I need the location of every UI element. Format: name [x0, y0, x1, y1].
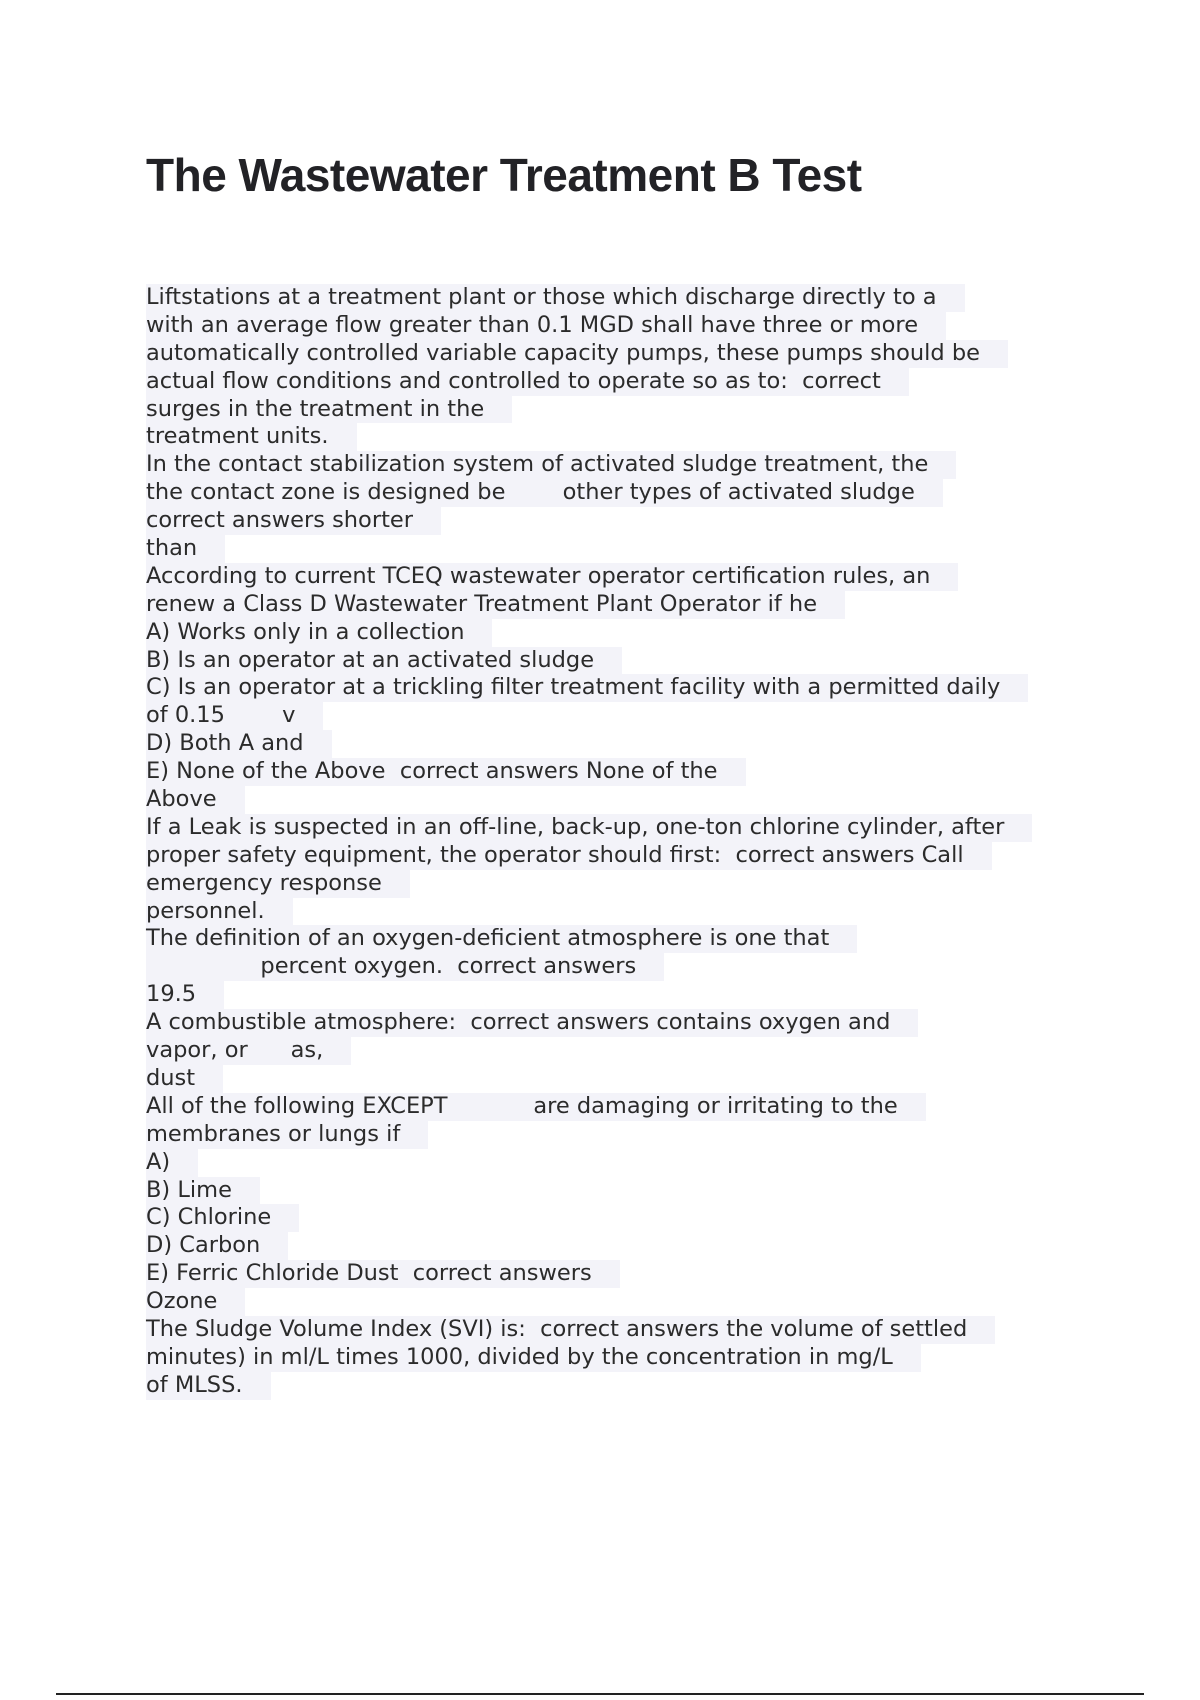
text-line [146, 396, 1086, 424]
text-line-content: All of the following EXCEPT are damaging or irritating to the [146, 1093, 926, 1121]
text-line [146, 340, 1086, 368]
text-line-content: The Sludge Volume Index (SVI) is: correct answers the volume of settled [146, 1316, 995, 1344]
text-line-content: surges in the treatment in the [146, 396, 512, 424]
text-line [146, 786, 1086, 814]
text-line-content: A) Works only in a collection [146, 619, 492, 647]
text-line-content: E) Ferric Chloride Dust correct answers [146, 1260, 620, 1288]
text-line [146, 814, 1086, 842]
text-line [146, 953, 1086, 981]
text-line [146, 1037, 1086, 1065]
text-line [146, 1372, 1086, 1400]
text-line [146, 423, 1086, 451]
text-line [146, 368, 1086, 396]
text-line [146, 870, 1086, 898]
text-line [146, 758, 1086, 786]
text-line-content: dust [146, 1065, 223, 1093]
text-line [146, 535, 1086, 563]
text-line-content: of MLSS. [146, 1372, 271, 1400]
text-line [146, 451, 1086, 479]
text-line [146, 1009, 1086, 1037]
text-line-content: C) Chlorine [146, 1204, 299, 1232]
text-line [146, 1232, 1086, 1260]
text-line-content: E) None of the Above correct answers None of the [146, 758, 746, 786]
text-line-content: minutes) in ml/L times 1000, divided by the concentration in mg/L [146, 1344, 921, 1372]
text-line [146, 563, 1086, 591]
text-line [146, 1093, 1086, 1121]
text-line-content: C) Is an operator at a trickling filter treatment facility with a permitted daily [146, 674, 1028, 702]
body-text [146, 284, 1086, 1400]
text-line [146, 674, 1086, 702]
text-line-content: Above [146, 786, 245, 814]
text-line [146, 1260, 1086, 1288]
text-line-content: According to current TCEQ wastewater operator certification rules, an [146, 563, 958, 591]
text-line-content: percent oxygen. correct answers [146, 953, 664, 981]
text-line-content: D) Both A and [146, 730, 332, 758]
text-line [146, 647, 1086, 675]
text-line [146, 1121, 1086, 1149]
text-line [146, 591, 1086, 619]
text-line-content: B) Lime [146, 1177, 260, 1205]
text-line [146, 981, 1086, 1009]
page-title: The Wastewater Treatment B Test [146, 149, 862, 201]
text-line [146, 925, 1086, 953]
text-line [146, 1065, 1086, 1093]
text-line-content: renew a Class D Wastewater Treatment Plant Operator if he [146, 591, 845, 619]
text-line [146, 1204, 1086, 1232]
text-line-content: than [146, 535, 225, 563]
text-line [146, 479, 1086, 507]
text-line-content: Liftstations at a treatment plant or those which discharge directly to a [146, 284, 965, 312]
text-line [146, 1316, 1086, 1344]
text-line-content: the contact zone is designed be other types of activated sludge [146, 479, 943, 507]
text-line [146, 312, 1086, 340]
text-line-content: B) Is an operator at an activated sludge [146, 647, 622, 675]
text-line-content: membranes or lungs if [146, 1121, 428, 1149]
footer-divider [56, 1693, 1144, 1695]
text-line [146, 284, 1086, 312]
text-line-content: emergency response [146, 870, 410, 898]
text-line-content: In the contact stabilization system of activated sludge treatment, the [146, 451, 956, 479]
text-line-content: actual flow conditions and controlled to operate so as to: correct [146, 368, 909, 396]
text-line-content: proper safety equipment, the operator should first: correct answers Call [146, 842, 992, 870]
text-line [146, 1177, 1086, 1205]
text-line-content: of 0.15 v [146, 702, 323, 730]
text-line-content: vapor, or as, [146, 1037, 351, 1065]
text-line-content: A combustible atmosphere: correct answers contains oxygen and [146, 1009, 918, 1037]
text-line-content: automatically controlled variable capacity pumps, these pumps should be [146, 340, 1008, 368]
text-line [146, 702, 1086, 730]
text-line [146, 507, 1086, 535]
text-line-content: correct answers shorter [146, 507, 441, 535]
text-line [146, 730, 1086, 758]
text-line [146, 619, 1086, 647]
text-line-content: If a Leak is suspected in an off-line, back-up, one-ton chlorine cylinder, after [146, 814, 1032, 842]
text-line [146, 1149, 1086, 1177]
text-line [146, 898, 1086, 926]
text-line-content: Ozone [146, 1288, 245, 1316]
text-line-content: personnel. [146, 898, 293, 926]
text-line-content: 19.5 [146, 981, 224, 1009]
text-line [146, 1288, 1086, 1316]
text-line-content: treatment units. [146, 423, 357, 451]
text-line [146, 1344, 1086, 1372]
text-line-content: The definition of an oxygen-deficient atmosphere is one that [146, 925, 857, 953]
text-line-content: A) [146, 1149, 198, 1177]
text-line-content: D) Carbon [146, 1232, 288, 1260]
text-line-content: with an average flow greater than 0.1 MGD shall have three or more [146, 312, 946, 340]
text-line [146, 842, 1086, 870]
